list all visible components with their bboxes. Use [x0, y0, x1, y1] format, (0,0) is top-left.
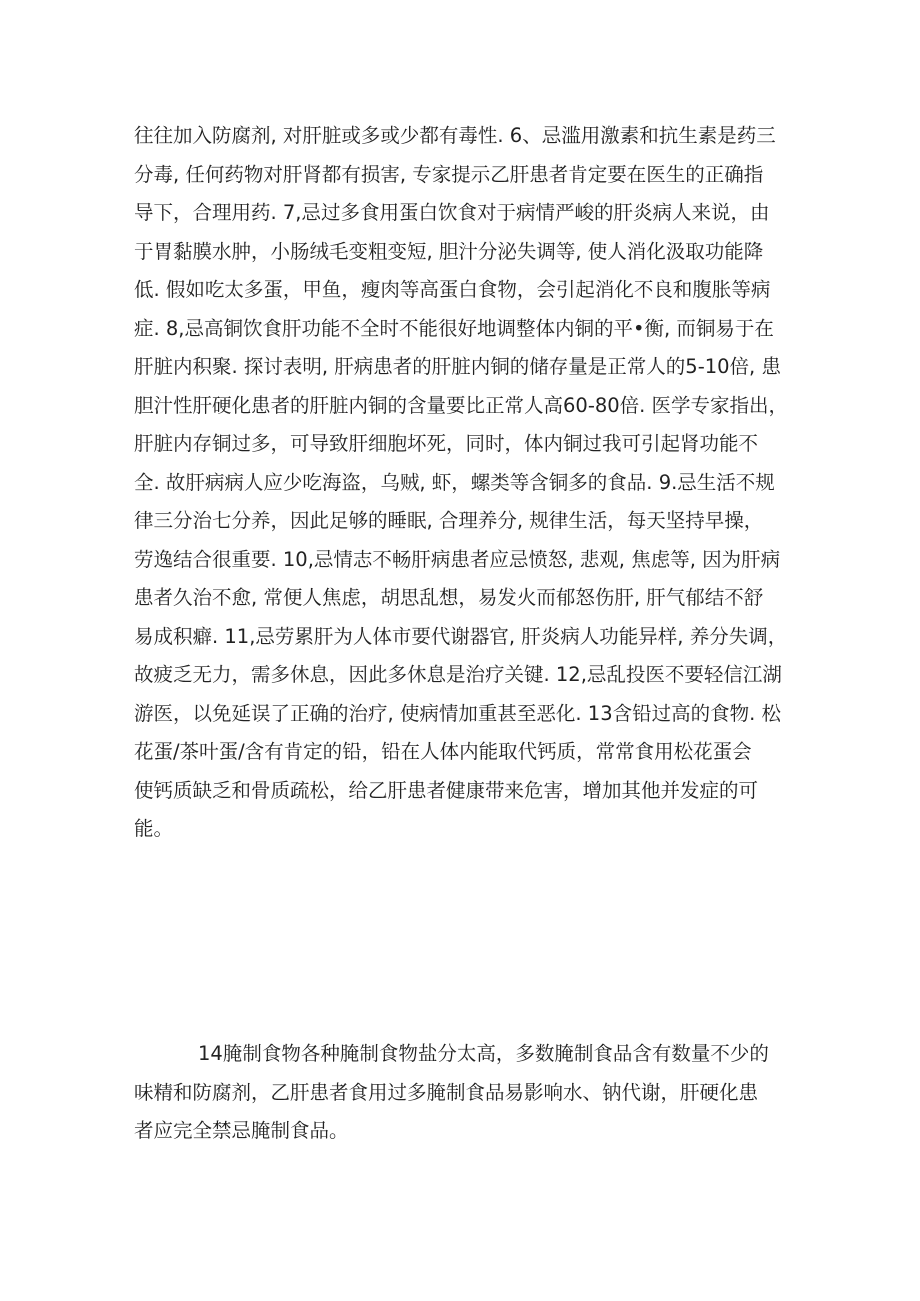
- text-line: 往往加入防腐剂, 对肝脏或多或少都有毒性. 6、忌滥用激素和抗生素是药三: [134, 124, 776, 147]
- text-line: 故疲乏无力，需多休息，因此多休息是治疗关键. 12,忌乱投医不要轻信江湖: [134, 663, 782, 686]
- text-line: 易成积癖. 11,忌劳累肝为人体市要代谢器官, 肝炎病人功能异样, 养分失调，: [134, 624, 788, 648]
- text-line: 者应完全禁忌腌制食品。: [134, 1119, 349, 1142]
- text-line: 患者久治不愈, 常便人焦虑，胡思乱想，易发火而郁怒伤肝, 肝气郁结不舒: [134, 586, 764, 609]
- text-line: 律三分治七分养，因此足够的睡眠, 合理养分, 规律生活，每天坚持早操，: [134, 509, 764, 532]
- paragraph-2: [134, 1035, 794, 1151]
- text-line: 劳逸结合很重要. 10,忌情志不畅肝病患者应忌愤怒, 悲观, 焦虑等, 因为肝病: [134, 547, 781, 571]
- text-line: 能。: [134, 817, 174, 840]
- text-line: 肝脏内存铜过多，可导致肝细胞坏死，同时，体内铜过我可引起肾功能不: [134, 432, 759, 455]
- text-line: 于胃黏膜水肿，小肠绒毛变粗变短, 胆汁分泌失调等, 使人消化汲取功能降: [134, 239, 764, 263]
- text-line: 14腌制食物各种腌制食物盐分太高，多数腌制食品含有数量不少的: [198, 1042, 769, 1065]
- text-line: 导下，合理用药. 7,忌过多食用蛋白饮食对于病情严峻的肝炎病人来说，由: [134, 201, 770, 224]
- text-line: 肝脏内积聚. 探讨表明, 肝病患者的肝脏内铜的储存量是正常人的5-10倍, 患: [134, 355, 781, 378]
- text-line: 低. 假如吃太多蛋，甲鱼，瘦肉等高蛋白食物，会引起消化不良和腹胀等病: [134, 278, 771, 301]
- text-line: 使钙质缺乏和骨质疏松，给乙肝患者健康带来危害，增加其他并发症的可: [134, 778, 759, 802]
- text-line: 全. 故肝病病人应少吃海盗，乌贼, 虾，螺类等含铜多的食品. 9.忌生活不规: [134, 470, 775, 494]
- text-line: 花蛋/茶叶蛋/含有肯定的铅，铅在人体内能取代钙质，常常食用松花蛋会: [134, 740, 752, 763]
- text-line: 症. 8,忌高铜饮食肝功能不全时不能很好地调整体内铜的平•衡, 而铜易于在: [134, 316, 774, 340]
- text-line: 分毒, 任何药物对肝肾都有损害, 专家提示乙肝患者肯定要在医生的正确指: [134, 162, 764, 186]
- text-line: 游医，以免延误了正确的治疗, 使病情加重甚至恶化. 13含铅过高的食物. 松: [134, 701, 782, 725]
- paragraph-1: [134, 117, 794, 849]
- text-line: 胆汁性肝硬化患者的肝脏内铜的含量要比正常人高60-80倍. 医学专家指出，: [134, 393, 789, 417]
- text-line: 味精和防腐剂，乙肝患者食用过多腌制食品易影响水、钠代谢，肝硬化患: [134, 1080, 759, 1104]
